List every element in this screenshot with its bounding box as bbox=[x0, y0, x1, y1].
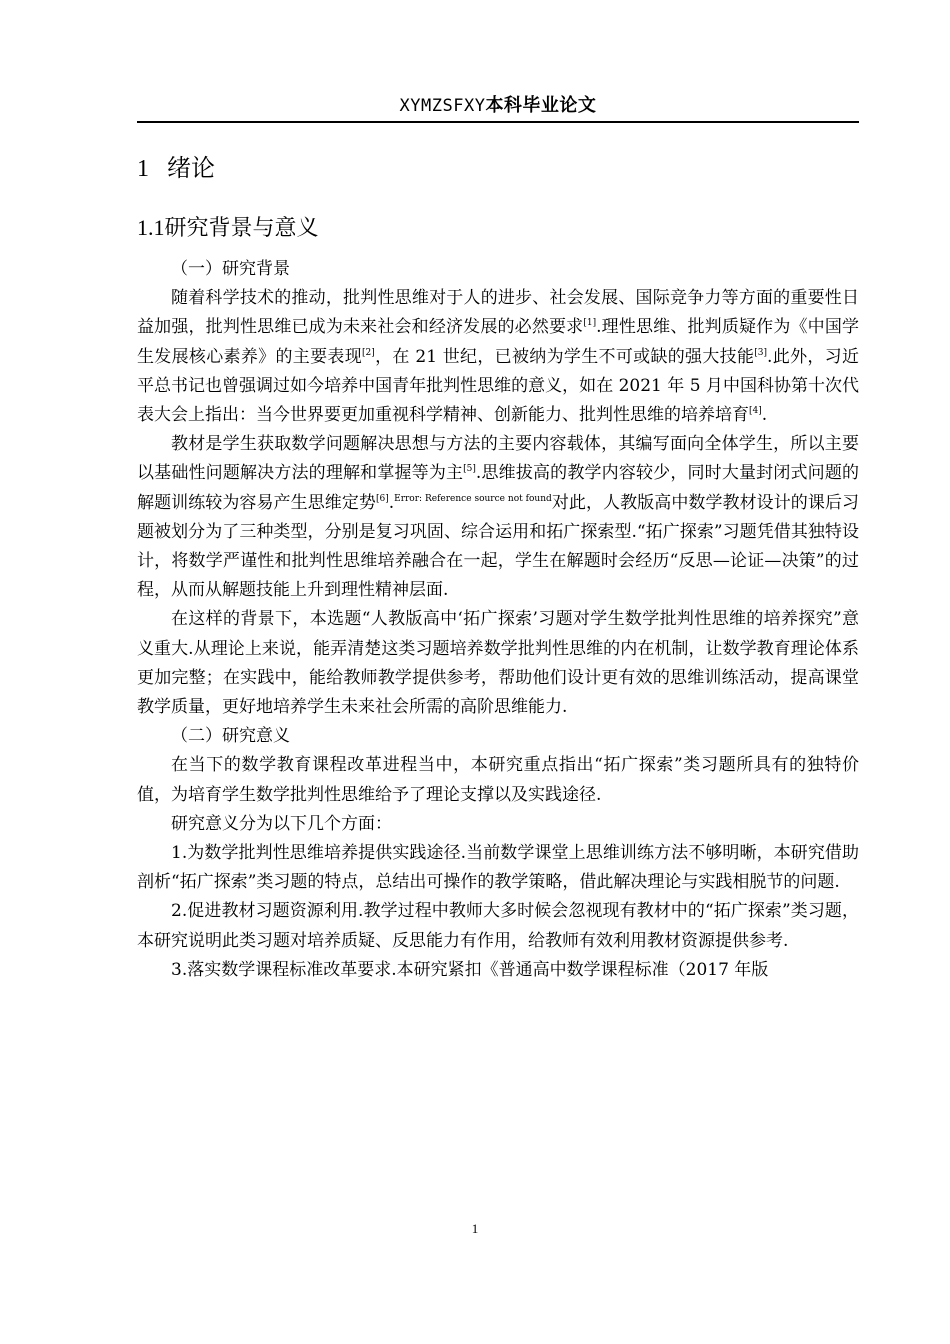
subheading-background: （一）研究背景 bbox=[171, 259, 290, 279]
text-run: 教材是学生获取数学问题解决思想与方法的主要内容载体，其编写面向全体学生，所以主要以基础性问题解决方法的理解和掌握等为主 bbox=[137, 434, 859, 484]
citation: [4] bbox=[749, 406, 762, 417]
section-heading bbox=[137, 212, 319, 245]
text-run: 随着科学技术的推动，批判性思维对于人的进步、社会发展、国际竞争力等方面的重要性日益加强，批判性思维已成为未来社会和经济发展的必然要求 bbox=[137, 288, 859, 338]
list-item: 3.落实数学课程标准改革要求.本研究紧扣《普通高中数学课程标准（2017 年版 bbox=[171, 959, 769, 980]
paragraph: 在这样的背景下，本选题“人教版高中‘拓广探索’习题对学生数学批判性思维的培养探究”意义重大.从理论上来说，能弄清楚这类习题培养数学批判性思维的内在机制，让数学教育理论体系更加完整；在实践中，能给教师教学提供参考，帮助他们设计更有效的思维训练活动，提高课堂教学质量，更好地培养学生未来社会所需的高阶思维能力. bbox=[137, 609, 859, 718]
page-number: 1 bbox=[471, 1221, 479, 1236]
paragraph bbox=[137, 284, 859, 430]
paragraph: 在当下的数学教育课程改革进程当中，本研究重点指出“拓广探索”类习题所具有的独特价值，为培育学生数学批判性思维给予了理论支撑以及实践途径. bbox=[137, 755, 859, 805]
text-run: . bbox=[388, 492, 395, 513]
citation: [5] bbox=[463, 464, 476, 475]
citation: [2] bbox=[362, 347, 375, 358]
running-header bbox=[137, 94, 859, 118]
header-rule bbox=[137, 121, 859, 123]
citation: [3] bbox=[754, 347, 768, 358]
chapter-title: 绪论 bbox=[167, 154, 215, 182]
body-text bbox=[137, 255, 859, 985]
chapter-number: 1 bbox=[137, 156, 149, 182]
paragraph bbox=[137, 430, 859, 605]
section-number: 1.1 bbox=[137, 215, 165, 240]
text-run: .理性思维、批判质疑作为《中国学生发展核心素养》的主要表现 bbox=[137, 317, 860, 367]
text-run: .思维拔高的教学内容较少，同时大量封闭式问题的解题训练较为容易产生思维定势 bbox=[137, 463, 859, 513]
text-run: . bbox=[761, 405, 768, 426]
text-run: ，在 21 世纪，已被纳为学生不可或缺的强大技能 bbox=[374, 346, 755, 367]
citation: [1] bbox=[583, 318, 597, 329]
chapter-heading bbox=[137, 152, 215, 185]
paragraph: 研究意义分为以下几个方面： bbox=[171, 813, 392, 834]
header-code: XYMZSFXY bbox=[399, 96, 486, 116]
text-run: 对此，人教版高中数学教材设计的课后习题被划分为了三种类型，分别是复习巩固、综合运用和拓广探索型.“拓广探索”习题凭借其独特设计，将数学严谨性和批判性思维培养融合在一起，学生在解题时会经历“反思—论证—决策”的过程，从而从解题技能上升到理性精神层面. bbox=[137, 492, 860, 601]
list-item: 1.为数学批判性思维培养提供实践途径.当前数学课堂上思维训练方法不够明晰，本研究借助剖析“拓广探索”类习题的特点，总结出可操作的教学策略，借此解决理论与实践相脱节的问题. bbox=[137, 843, 859, 893]
reference-error: Error: Reference source not found bbox=[394, 493, 552, 504]
list-item: 2.促进教材习题资源利用.教学过程中教师大多时候会忽视现有教材中的“拓广探索”类习题，本研究说明此类习题对培养质疑、反思能力有作用，给教师有效利用教材资源提供参考. bbox=[137, 901, 859, 951]
subheading-significance: （二）研究意义 bbox=[171, 726, 290, 747]
citation: [6] bbox=[375, 493, 389, 504]
text-run: .此外，习近平总书记也曾强调过如今培养中国青年批判性思维的意义，如在 2021 年 5 月中国科协第十次代表大会上指出：当今世界要更加重视科学精神、创新能力、批判性思维的培养培育 bbox=[137, 346, 859, 426]
header-title: 本科毕业论文 bbox=[485, 95, 597, 116]
section-title: 研究背景与意义 bbox=[164, 216, 319, 241]
